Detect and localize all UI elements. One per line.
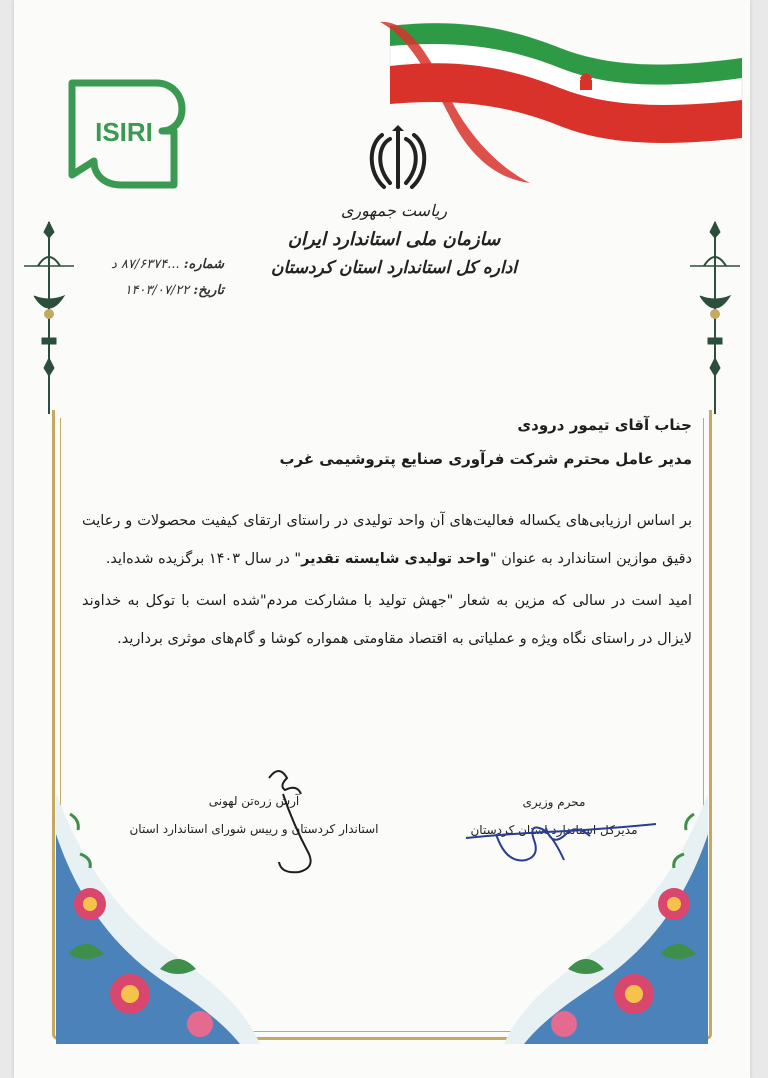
paragraph-1 <box>82 502 692 578</box>
recipient-title: مدیر عامل محترم شرکت فرآوری صنایع پتروشیمی غرب <box>279 450 692 468</box>
floral-corner-left-icon <box>50 794 260 1044</box>
recipient-name: جناب آقای تیمور درودی <box>517 416 692 434</box>
ornamental-pillar-left-icon <box>20 218 78 418</box>
floral-corner-right-icon <box>504 794 714 1044</box>
paragraph-1-before: بر اساس ارزیابی‌های یکساله فعالیت‌های آن واحد تولیدی در راستای ارتقای کیفیت محصولات و رعایت دقیق موازین استاندارد به عنوان " <box>82 513 692 567</box>
letter-number <box>84 252 224 278</box>
iran-emblem-icon <box>368 125 428 193</box>
svg-text:ISIRI: ISIRI <box>95 117 153 147</box>
number-label: شماره: <box>183 257 224 272</box>
isiri-logo-icon <box>64 75 189 193</box>
letter-body <box>82 408 692 658</box>
certificate-sheet <box>14 0 750 1078</box>
organization-line: سازمان ملی استاندارد ایران <box>287 229 501 250</box>
presidency-line: ریاست جمهوری <box>340 201 448 220</box>
date-value: ۱۴۰۳/۰۷/۲۲ <box>124 283 190 298</box>
paragraph-1-after: " در سال ۱۴۰۳ برگزیده شده‌اید. <box>105 551 302 567</box>
director-name: محرم وزیری <box>522 795 586 809</box>
award-title: واحد تولیدی شایسته تقدیر <box>301 551 490 567</box>
department-line: اداره کل استاندارد استان کردستان <box>270 258 518 278</box>
issuer-header <box>244 196 544 283</box>
letter-date <box>84 278 224 304</box>
governor-name: آرش زره‌تن لهونی <box>208 794 300 808</box>
letter-meta <box>84 252 224 304</box>
recipient <box>82 408 692 476</box>
number-value: ...۸۷/۶۳۷۴ د <box>110 257 180 272</box>
ornamental-pillar-right-icon <box>686 218 744 418</box>
date-label: تاریخ: <box>193 283 224 298</box>
director-title: مدیرکل استاندارد استان کردستان <box>470 823 638 837</box>
governor-title: استاندار کردستان و رییس شورای استاندارد استان <box>129 822 379 836</box>
paragraph-2: امید است در سالی که مزین به شعار "جهش تولید با مشارکت مردم"شده است با توکل به خداوند لایزال در راستای نگاه ویژه و عملیاتی به اقتصاد مقاومتی همواره کوشا و گام‌های موثری بردارید. <box>82 593 692 647</box>
